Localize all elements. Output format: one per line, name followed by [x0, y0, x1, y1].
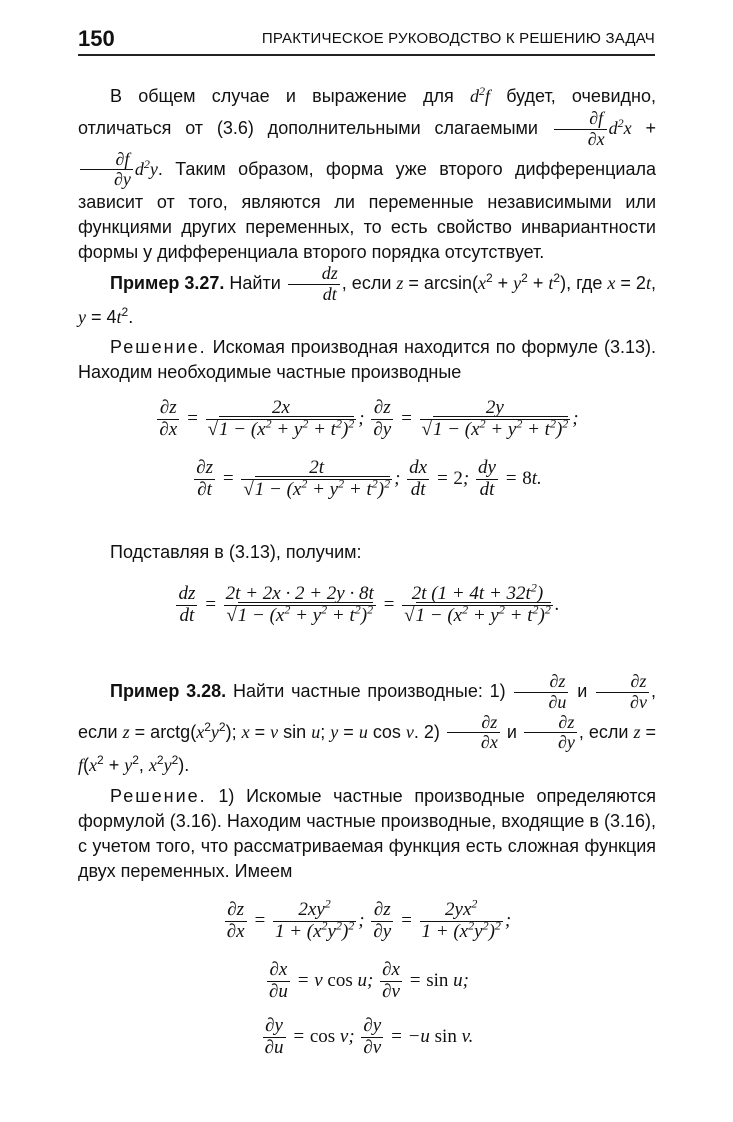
example-3-27: Пример 3.27. Найти $\frac{dz}{dt}$ , если $z = \arcsin(x^2 + y^2 + t^2)$, где x = 2t, $y = 4t^2$. — [78, 263, 656, 327]
substitute-text: Подставляя в (3.13), получим: — [110, 542, 362, 562]
equation-partials-2: $\frac{\partial z}{\partial t}$ = $\frac{2t}{√1 - (x^2 + y^2 + t^2)^2}$ ; $\frac{dx}{dt}$ = 2; $\frac{dy}{dt}$ = 8t. — [196, 457, 542, 500]
equation-partials-1: $\frac{\partial z}{\partial x}$ = $\frac{2x}{√1 - (x^2 + y^2 + t^2)^2}$ ; $\frac{\partial z}{\partial y}$ = $\frac{2y}{√1 - (x^2 + y^2 + t^2)^2}$ ; — [159, 397, 579, 440]
solution-3-27: Решение. Искомая производная находится по формуле (3.13). Находим необходимые частные производные — [78, 337, 656, 382]
equation-x-partials: $\frac{\partial x}{\partial u}$ = v cos u; $\frac{\partial x}{\partial v}$ = sin u; — [269, 959, 469, 1002]
page-header — [78, 22, 655, 56]
running-title: ПРАКТИЧЕСКОЕ РУКОВОДСТВО К РЕШЕНИЮ ЗАДАЧ — [261, 30, 655, 47]
paragraph-invariance: В общем случае и выражение для $d^2f$ будет, очевидно, отличаться от (3.6) дополнительными слагаемыми $\frac{\partial f}{\partial x}$ $d^2x$ + $\frac{\partial f}{\partial y}$ $d^2y$. Таким образом, форма уже второго дифференциала зависит от того, являются ли переменные независимыми или функциями других переменных, то есть свойство инвариантности формы у дифференциала второго порядка отсутствует. — [78, 84, 656, 263]
equation-result: $\frac{dz}{dt}$ = $\frac{2t + 2x \cdot 2 + 2y \cdot 8t}{√1 - (x^2 + y^2 + t^2)^2}$ = $\frac{2t (1 + 4t + 32t^2)}{√1 - (x^2 + y^2 + t^2)^2}$ . — [178, 580, 560, 626]
example-3-28: Пример 3.28. Найти частные производные: 1) $\frac{\partial z}{\partial u}$ и $\frac{\partial z}{\partial v}$ , если $z = arctg(x^2y^2)$; x = v sin u; y = u cos v. 2) $\frac{\partial z}{\partial x}$ и $\frac{\partial z}{\partial y}$ , если $z = f(x^2 + y^2$, $x^2y^2$). — [78, 671, 657, 776]
page-number: 150 — [78, 26, 115, 51]
equation-y-partials: $\frac{\partial y}{\partial u}$ = cos v; $\frac{\partial y}{\partial v}$ = −u sin v. — [264, 1015, 474, 1058]
equation-arctg-partials: $\frac{\partial z}{\partial x}$ = $\frac{2xy^2}{1 + (x^2y^2)^2}$ ; $\frac{\partial z}{\partial y}$ = $\frac{2yx^2}{1 + (x^2y^2)^2}$ ; — [226, 896, 512, 942]
solution-3-28: Решение. 1) Искомые частные производные определяются формулой (3.16). Находим частные производные, входящие в (3.16), с учетом того, что рассматриваемая функция есть сложная функция двух переменных. Имеем — [78, 786, 656, 881]
